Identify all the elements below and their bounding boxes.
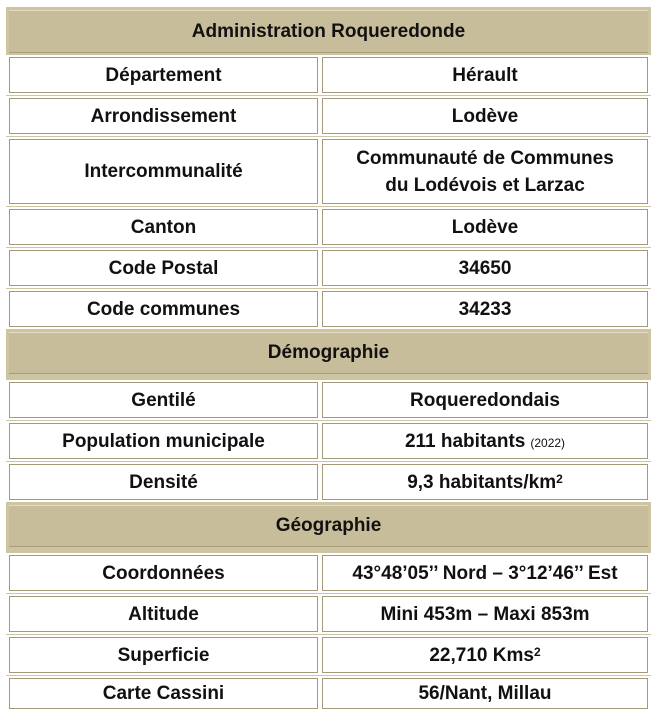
- value-text: 211 habitants: [404, 430, 526, 452]
- table-row: [6, 207, 651, 247]
- row-value: Lodève: [322, 98, 648, 134]
- value-text: 9,3 habitants/km: [407, 471, 557, 493]
- row-value: Mini 453m – Maxi 853m: [322, 596, 648, 632]
- section-header-administration: [9, 10, 648, 53]
- table-row: [6, 462, 651, 502]
- value-line: Communauté de Communes: [356, 147, 614, 169]
- row-label: Arrondissement: [9, 98, 318, 134]
- table-row: [6, 289, 651, 329]
- table-row: [6, 96, 651, 136]
- year-note: (2022): [530, 435, 566, 450]
- row-value: 34233: [322, 291, 648, 327]
- section-title: Démographie: [267, 342, 390, 363]
- table-row: [6, 594, 651, 634]
- value-line: du Lodévois et Larzac: [385, 174, 585, 196]
- row-value: 56/Nant, Millau: [322, 678, 648, 709]
- row-label: Intercommunalité: [9, 139, 318, 204]
- row-value: Hérault: [322, 57, 648, 93]
- table-row: [6, 635, 651, 675]
- table-row: [6, 421, 651, 461]
- row-label: Gentilé: [9, 382, 318, 418]
- row-label: Carte Cassini: [9, 678, 318, 709]
- value-text: 22,710 Kms: [429, 644, 534, 666]
- row-value: Roqueredondais: [322, 382, 648, 418]
- row-label: Canton: [9, 209, 318, 245]
- row-label: Population municipale: [9, 423, 318, 459]
- table-row: [6, 380, 651, 420]
- row-value: 22,710 Kms $^2$: [322, 637, 648, 673]
- row-label: Densité: [9, 464, 318, 500]
- row-value: Lodève: [322, 209, 648, 245]
- row-value: [322, 423, 648, 459]
- table-row: [6, 137, 651, 206]
- section-header-geographie: [9, 505, 648, 547]
- row-label: Coordonnées: [9, 555, 318, 591]
- row-value: 43°48’05’’ Nord – 3°12’46’’ Est: [322, 555, 648, 591]
- row-value: 9,3 habitants/km $^2$: [322, 464, 648, 500]
- table-row: [6, 248, 651, 288]
- row-label: Département: [9, 57, 318, 93]
- table-row: [6, 55, 651, 95]
- row-label: Superficie: [9, 637, 318, 673]
- table-row: [6, 553, 651, 593]
- section-title: Géographie: [275, 515, 382, 536]
- section-header-demographie: [9, 332, 648, 374]
- row-value: [322, 139, 648, 204]
- row-value: 34650: [322, 250, 648, 286]
- row-label: Altitude: [9, 596, 318, 632]
- section-title: Administration Roqueredonde: [191, 20, 466, 42]
- row-label: Code communes: [9, 291, 318, 327]
- row-label: Code Postal: [9, 250, 318, 286]
- table-row: [6, 676, 651, 711]
- commune-info-table: [6, 7, 651, 711]
